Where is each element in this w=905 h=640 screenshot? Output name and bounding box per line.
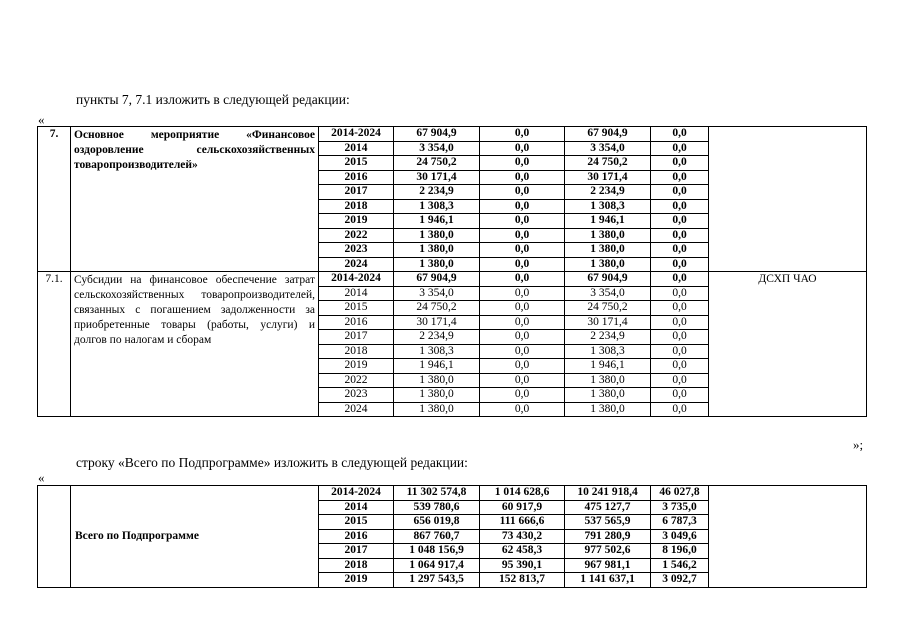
period-cell: 2016 (319, 315, 394, 330)
value-cell: 0,0 (480, 359, 565, 374)
value-cell: 0,0 (480, 315, 565, 330)
value-cell: 2 234,9 (394, 330, 480, 345)
item-name: Субсидии на финансовое обеспечение затрат сельскохозяйственных товаропроизводителей, связанных с погашением задолженности за приобретенные товары (работы, услуги) и долгов по налогам и сборам (71, 272, 319, 417)
value-cell: 0,0 (480, 214, 565, 229)
open-quote-2: « (38, 470, 45, 485)
value-cell: 1 141 637,1 (565, 573, 651, 588)
value-cell: 791 280,9 (565, 529, 651, 544)
value-cell: 0,0 (480, 286, 565, 301)
value-cell: 3 354,0 (394, 141, 480, 156)
close-quote: »; (853, 437, 864, 452)
value-cell: 67 904,9 (565, 272, 651, 287)
period-cell: 2019 (319, 573, 394, 588)
table-row (38, 127, 867, 142)
executor-cell (709, 127, 867, 272)
value-cell: 1 380,0 (565, 228, 651, 243)
value-cell: 0,0 (651, 315, 709, 330)
value-cell: 3 092,7 (651, 573, 709, 588)
value-cell: 152 813,7 (480, 573, 565, 588)
value-cell: 73 430,2 (480, 529, 565, 544)
value-cell: 0,0 (480, 141, 565, 156)
value-cell: 3 049,6 (651, 529, 709, 544)
value-cell: 1 380,0 (565, 388, 651, 403)
period-cell: 2019 (319, 359, 394, 374)
table-row (38, 486, 867, 501)
value-cell: 1 308,3 (565, 199, 651, 214)
value-cell: 0,0 (651, 243, 709, 258)
period-cell: 2017 (319, 185, 394, 200)
value-cell: 0,0 (480, 170, 565, 185)
value-cell: 8 196,0 (651, 544, 709, 559)
value-cell: 62 458,3 (480, 544, 565, 559)
value-cell: 1 014 628,6 (480, 486, 565, 501)
value-cell: 67 904,9 (565, 127, 651, 142)
value-cell: 0,0 (651, 301, 709, 316)
value-cell: 1 308,3 (565, 344, 651, 359)
value-cell: 95 390,1 (480, 558, 565, 573)
value-cell: 1 380,0 (394, 257, 480, 272)
period-cell: 2016 (319, 170, 394, 185)
item-number: 7. (38, 127, 71, 272)
value-cell: 24 750,2 (565, 156, 651, 171)
period-cell: 2024 (319, 402, 394, 417)
value-cell: 0,0 (651, 330, 709, 345)
period-cell: 2014-2024 (319, 127, 394, 142)
value-cell: 0,0 (651, 156, 709, 171)
value-cell: 0,0 (651, 214, 709, 229)
value-cell: 0,0 (651, 170, 709, 185)
executor-cell: ДСХП ЧАО (709, 272, 867, 417)
value-cell: 30 171,4 (565, 315, 651, 330)
value-cell: 1 380,0 (394, 228, 480, 243)
empty-number-cell (38, 486, 71, 588)
total-table (37, 485, 867, 588)
period-cell: 2019 (319, 214, 394, 229)
value-cell: 539 780,6 (394, 500, 480, 515)
period-cell: 2023 (319, 243, 394, 258)
value-cell: 0,0 (651, 402, 709, 417)
value-cell: 10 241 918,4 (565, 486, 651, 501)
value-cell: 0,0 (651, 359, 709, 374)
value-cell: 0,0 (480, 127, 565, 142)
value-cell: 1 380,0 (565, 257, 651, 272)
value-cell: 24 750,2 (565, 301, 651, 316)
open-quote-1: « (38, 112, 45, 127)
value-cell: 1 946,1 (394, 214, 480, 229)
period-cell: 2023 (319, 388, 394, 403)
period-cell: 2018 (319, 558, 394, 573)
value-cell: 0,0 (480, 228, 565, 243)
period-cell: 2017 (319, 544, 394, 559)
value-cell: 0,0 (480, 185, 565, 200)
period-cell: 2015 (319, 301, 394, 316)
value-cell: 656 019,8 (394, 515, 480, 530)
period-cell: 2024 (319, 257, 394, 272)
value-cell: 2 234,9 (565, 330, 651, 345)
activities-table (37, 126, 867, 417)
value-cell: 24 750,2 (394, 156, 480, 171)
intro-text-items-7: пункты 7, 7.1 изложить в следующей редакции: (76, 92, 350, 107)
value-cell: 6 787,3 (651, 515, 709, 530)
value-cell: 0,0 (480, 301, 565, 316)
value-cell: 0,0 (480, 388, 565, 403)
value-cell: 3 354,0 (565, 141, 651, 156)
value-cell: 475 127,7 (565, 500, 651, 515)
value-cell: 0,0 (480, 272, 565, 287)
period-cell: 2016 (319, 529, 394, 544)
value-cell: 0,0 (651, 127, 709, 142)
value-cell: 1 946,1 (394, 359, 480, 374)
period-cell: 2018 (319, 199, 394, 214)
value-cell: 3 354,0 (565, 286, 651, 301)
value-cell: 1 380,0 (565, 373, 651, 388)
value-cell: 1 308,3 (394, 199, 480, 214)
value-cell: 1 380,0 (394, 243, 480, 258)
value-cell: 1 297 543,5 (394, 573, 480, 588)
value-cell: 1 546,2 (651, 558, 709, 573)
value-cell: 0,0 (480, 257, 565, 272)
value-cell: 1 946,1 (565, 359, 651, 374)
value-cell: 1 380,0 (394, 373, 480, 388)
value-cell: 0,0 (651, 272, 709, 287)
period-cell: 2022 (319, 228, 394, 243)
table-row (38, 272, 867, 287)
period-cell: 2014-2024 (319, 486, 394, 501)
value-cell: 1 048 156,9 (394, 544, 480, 559)
value-cell: 1 308,3 (394, 344, 480, 359)
value-cell: 867 760,7 (394, 529, 480, 544)
total-label: Всего по Подпрограмме (71, 486, 319, 588)
period-cell: 2015 (319, 156, 394, 171)
value-cell: 0,0 (651, 257, 709, 272)
value-cell: 30 171,4 (394, 170, 480, 185)
value-cell: 3 735,0 (651, 500, 709, 515)
value-cell: 67 904,9 (394, 127, 480, 142)
value-cell: 1 380,0 (394, 388, 480, 403)
empty-executor-cell (709, 486, 867, 588)
value-cell: 2 234,9 (565, 185, 651, 200)
value-cell: 1 380,0 (565, 402, 651, 417)
value-cell: 1 946,1 (565, 214, 651, 229)
period-cell: 2022 (319, 373, 394, 388)
value-cell: 24 750,2 (394, 301, 480, 316)
value-cell: 0,0 (651, 141, 709, 156)
period-cell: 2018 (319, 344, 394, 359)
value-cell: 0,0 (651, 388, 709, 403)
value-cell: 0,0 (651, 185, 709, 200)
value-cell: 11 302 574,8 (394, 486, 480, 501)
value-cell: 0,0 (651, 228, 709, 243)
value-cell: 46 027,8 (651, 486, 709, 501)
period-cell: 2014 (319, 286, 394, 301)
value-cell: 67 904,9 (394, 272, 480, 287)
period-cell: 2014 (319, 141, 394, 156)
period-cell: 2014-2024 (319, 272, 394, 287)
value-cell: 0,0 (480, 330, 565, 345)
item-number: 7.1. (38, 272, 71, 417)
period-cell: 2015 (319, 515, 394, 530)
value-cell: 3 354,0 (394, 286, 480, 301)
value-cell: 1 064 917,4 (394, 558, 480, 573)
value-cell: 0,0 (480, 402, 565, 417)
value-cell: 30 171,4 (565, 170, 651, 185)
value-cell: 0,0 (651, 373, 709, 388)
value-cell: 0,0 (480, 243, 565, 258)
value-cell: 0,0 (480, 156, 565, 171)
value-cell: 0,0 (480, 373, 565, 388)
value-cell: 0,0 (480, 199, 565, 214)
value-cell: 30 171,4 (394, 315, 480, 330)
value-cell: 977 502,6 (565, 544, 651, 559)
value-cell: 60 917,9 (480, 500, 565, 515)
value-cell: 0,0 (651, 286, 709, 301)
value-cell: 537 565,9 (565, 515, 651, 530)
value-cell: 2 234,9 (394, 185, 480, 200)
value-cell: 0,0 (651, 199, 709, 214)
value-cell: 1 380,0 (565, 243, 651, 258)
item-name: Основное мероприятие «Финансовое оздоровление сельскохозяйственных товаропроизводителей» (71, 127, 319, 272)
value-cell: 111 666,6 (480, 515, 565, 530)
period-cell: 2017 (319, 330, 394, 345)
value-cell: 0,0 (480, 344, 565, 359)
value-cell: 967 981,1 (565, 558, 651, 573)
intro-text-total-row: строку «Всего по Подпрограмме» изложить в следующей редакции: (76, 455, 468, 470)
value-cell: 0,0 (651, 344, 709, 359)
period-cell: 2014 (319, 500, 394, 515)
value-cell: 1 380,0 (394, 402, 480, 417)
